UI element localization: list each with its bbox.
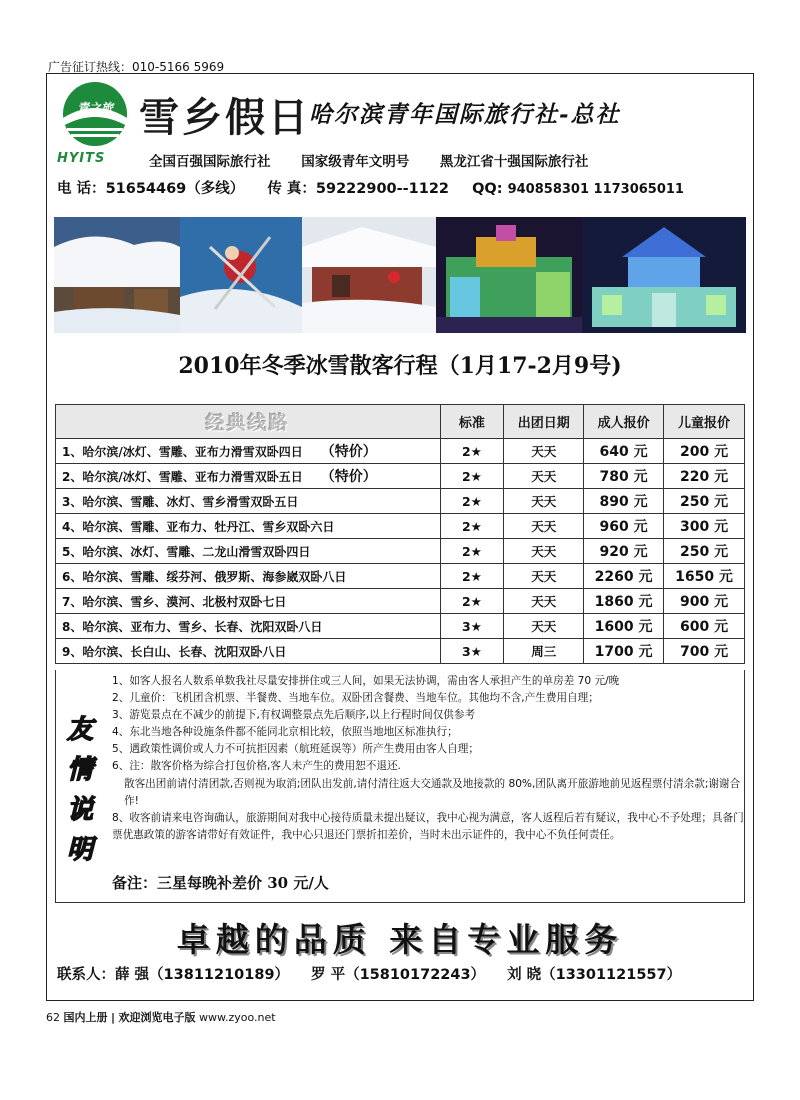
adult-price-cell: 890 元 (584, 489, 664, 514)
notes-label-char: 情 (66, 755, 93, 785)
brand-title: 雪乡假日 (139, 94, 311, 141)
date-cell: 天天 (504, 514, 584, 539)
col-adult-price: 成人报价 (584, 405, 664, 439)
notes-label-char: 友 (66, 715, 93, 745)
date-cell: 天天 (504, 464, 584, 489)
notes-box (55, 670, 745, 903)
adult-price-cell: 2260 元 (584, 564, 664, 589)
route-cell (56, 539, 441, 564)
contact-persons (57, 963, 681, 984)
date-cell: 天天 (504, 589, 584, 614)
route-name: 7、哈尔滨、雪乡、漠河、北极村双卧七日 (62, 594, 287, 609)
child-price-cell: 200 元 (664, 439, 745, 464)
note-item: 4、东北当地各种设施条件都不能同北京相比较，依照当地地区标准执行； (112, 726, 458, 739)
page-frame (46, 73, 754, 1001)
route-name: 2、哈尔滨/冰灯、雪雕、亚布力滑雪双卧五日 (62, 470, 303, 484)
note-item: 6、注：散客价格为综合打包价格,客人未产生的费用恕不退还. (112, 760, 401, 773)
route-cell (56, 464, 441, 489)
standard-cell: 3★ (440, 639, 504, 664)
adult-price-cell: 1700 元 (584, 639, 664, 664)
route-cell (56, 589, 441, 614)
table-row (56, 614, 745, 639)
note-item: 3、游览景点在不减少的前提下,有权调整景点先后顺序,以上行程时间仅供参考 (112, 709, 476, 722)
adult-price-cell: 960 元 (584, 514, 664, 539)
child-price-cell: 1650 元 (664, 564, 745, 589)
note-item: 5、遇政策性调价或人力不可抗拒因素（航班延误等）所产生费用由客人自理； (112, 743, 479, 756)
standard-cell: 2★ (440, 439, 504, 464)
standard-cell: 3★ (440, 614, 504, 639)
qq-number: 940858301 1173065011 (507, 182, 684, 197)
col-child-price: 儿童报价 (664, 405, 745, 439)
route-cell (56, 514, 441, 539)
child-price-cell: 300 元 (664, 514, 745, 539)
date-cell: 天天 (504, 564, 584, 589)
phone-label: 电 话： (57, 181, 106, 197)
adult-price-cell: 780 元 (584, 464, 664, 489)
col-standard: 标准 (440, 405, 504, 439)
fax-label: 传 真： (267, 181, 316, 197)
special-tag: （特价） (320, 469, 377, 485)
standard-cell: 2★ (440, 589, 504, 614)
phone-number: 51654469（多线） (105, 181, 245, 197)
route-name: 6、哈尔滨、雪雕、绥芬河、俄罗斯、海参崴双卧八日 (62, 569, 347, 584)
date-cell: 天天 (504, 489, 584, 514)
child-price-cell: 700 元 (664, 639, 745, 664)
book-name: 国内上册 (63, 1011, 108, 1024)
person-1: 薛 强（13811210189） (115, 967, 290, 983)
date-cell: 天天 (504, 439, 584, 464)
adult-price-cell: 1860 元 (584, 589, 664, 614)
child-price-cell: 220 元 (664, 464, 745, 489)
photo-ice-castle (582, 217, 746, 333)
logo-text: 青之旅 (76, 101, 114, 115)
note-item: 2、儿童价：飞机团含机票、半餐费、当地车位。双卧团含餐费、当地车位。其他均不含,产生费用自理； (112, 692, 599, 705)
photo-ice-palace (436, 217, 582, 333)
photo-strip (54, 217, 746, 333)
note-item: 8、收客前请来电咨询确认，旅游期间对我中心接待质量未提出疑议，我中心视为满意，客人返程后若有疑议，我中心不予处理；具备门票优惠政策的游客请带好有效证件，我中心只退还门票折扣差价，当时未出示证件的，我中心不负任何责任。 (112, 811, 744, 841)
table-row (56, 439, 745, 464)
company-name: 哈尔滨青年国际旅行社-总社 (309, 101, 621, 128)
note-remark: 备注：三星每晚补差价 30 元/人 (112, 874, 329, 892)
child-price-cell: 250 元 (664, 489, 745, 514)
honors-line (149, 150, 614, 170)
route-cell (56, 564, 441, 589)
date-cell: 天天 (504, 539, 584, 564)
persons-label: 联系人： (57, 967, 115, 983)
routes-table (55, 404, 745, 664)
route-name: 4、哈尔滨、雪雕、亚布力、牡丹江、雪乡双卧六日 (62, 519, 335, 534)
route-cell (56, 439, 441, 464)
footer-separator: | (111, 1011, 116, 1024)
child-price-cell: 600 元 (664, 614, 745, 639)
standard-cell: 2★ (440, 489, 504, 514)
slogan: 卓越的品质 来自专业服务 (176, 920, 624, 959)
brand-latin: HYITS (57, 151, 106, 166)
table-row (56, 564, 745, 589)
adult-price-cell: 920 元 (584, 539, 664, 564)
adult-price-cell: 1600 元 (584, 614, 664, 639)
col-date: 出团日期 (504, 405, 584, 439)
standard-cell: 2★ (440, 564, 504, 589)
honor-1: 全国百强国际旅行社 (149, 154, 271, 170)
special-tag: （特价） (320, 444, 377, 460)
page-headline: 2010年冬季冰雪散客行程（1月17-2月9号) (178, 353, 622, 379)
route-name: 3、哈尔滨、雪雕、冰灯、雪乡滑雪双卧五日 (62, 494, 299, 509)
table-row (56, 489, 745, 514)
qq-label: QQ: (472, 181, 503, 197)
company-logo (57, 78, 133, 148)
route-name: 8、哈尔滨、亚布力、雪乡、长春、沈阳双卧八日 (62, 619, 323, 634)
notes-label-char: 说 (66, 795, 93, 825)
footer-invite: 欢迎浏览电子版 (118, 1011, 196, 1024)
table-row (56, 464, 745, 489)
route-cell (56, 489, 441, 514)
ad-hotline: 广告征订热线：010-5166 5969 (48, 60, 225, 74)
child-price-cell: 900 元 (664, 589, 745, 614)
contact-line (57, 177, 684, 198)
notes-list (112, 673, 744, 844)
person-3: 刘 晓（13301121557） (507, 967, 682, 983)
adult-price-cell: 640 元 (584, 439, 664, 464)
table-header-row (56, 405, 745, 439)
date-cell: 周三 (504, 639, 584, 664)
col-route: 经典线路 (56, 405, 441, 439)
honor-3: 黑龙江省十强国际旅行社 (439, 154, 589, 170)
route-name: 9、哈尔滨、长白山、长春、沈阳双卧八日 (62, 644, 287, 659)
note-item: 散客出团前请付清团款,否则视为取消;团队出发前,请付清往返大交通款及地接款的 80%,团队离开旅游地前见返程票付清余款;谢谢合作! (124, 777, 741, 807)
person-2: 罗 平（15810172243） (311, 967, 486, 983)
table-row (56, 639, 745, 664)
note-item: 1、如客人报名人数系单数我社尽量安排拼住或三人间，如果无法协调，需由客人承担产生的单房差 70 元/晚 (112, 675, 620, 687)
route-cell (56, 614, 441, 639)
route-name: 5、哈尔滨、冰灯、雪雕、二龙山滑雪双卧四日 (62, 544, 311, 559)
notes-label (60, 710, 100, 870)
footer-url[interactable]: www.zyoo.net (199, 1011, 276, 1024)
standard-cell: 2★ (440, 464, 504, 489)
photo-skier (180, 217, 302, 333)
honor-2: 国家级青年文明号 (301, 154, 410, 170)
standard-cell: 2★ (440, 539, 504, 564)
notes-label-char: 明 (66, 835, 93, 865)
route-name: 1、哈尔滨/冰灯、雪雕、亚布力滑雪双卧四日 (62, 445, 303, 459)
photo-village (302, 217, 436, 333)
photo-snow-house (54, 217, 180, 333)
standard-cell: 2★ (440, 514, 504, 539)
fax-number: 59222900--1122 (315, 181, 450, 197)
page-footer (46, 1009, 276, 1025)
table-row (56, 589, 745, 614)
route-cell (56, 639, 441, 664)
child-price-cell: 250 元 (664, 539, 745, 564)
table-row (56, 514, 745, 539)
date-cell: 天天 (504, 614, 584, 639)
page-number: 62 (46, 1011, 60, 1024)
table-row (56, 539, 745, 564)
